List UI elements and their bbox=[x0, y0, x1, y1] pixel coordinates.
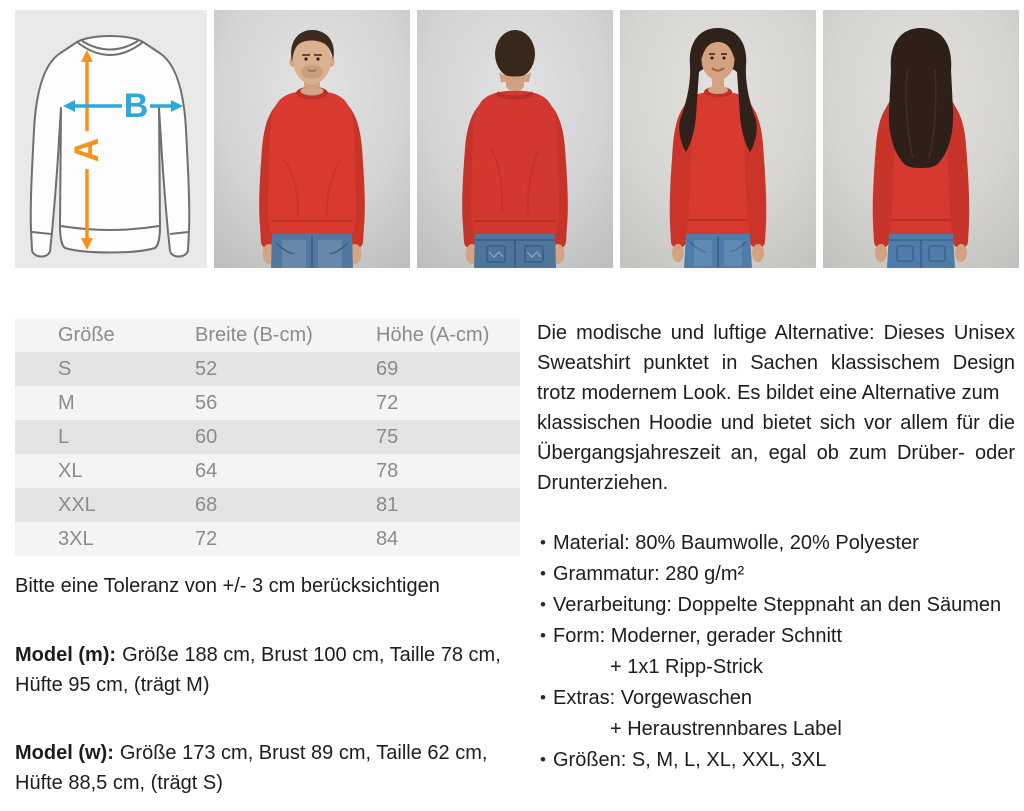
model-w-text: Größe 173 cm, Brust 89 cm, Taille 62 cm, Hüfte 88,5 cm, (trägt S) bbox=[15, 742, 488, 794]
cell-hoehe: 81 bbox=[376, 493, 399, 516]
size-table bbox=[15, 318, 520, 556]
size-diagram-panel bbox=[15, 10, 207, 268]
list-item: • Größen: S, M, L, XL, XXL, 3XL bbox=[537, 745, 1015, 776]
photo-woman-front bbox=[620, 10, 816, 268]
cell-size: M bbox=[58, 391, 75, 414]
cell-breite: 52 bbox=[195, 357, 218, 380]
stubble bbox=[301, 65, 323, 79]
label-a: A bbox=[68, 137, 106, 163]
cell-hoehe: 78 bbox=[376, 459, 399, 482]
photo-woman-back bbox=[823, 10, 1019, 268]
size-diagram bbox=[15, 10, 207, 268]
table-row bbox=[15, 420, 520, 454]
col-header-breite: Breite (B-cm) bbox=[195, 323, 313, 346]
cell-breite: 64 bbox=[195, 459, 218, 482]
woman-front-photo bbox=[620, 10, 816, 268]
cell-breite: 68 bbox=[195, 493, 218, 516]
table-header-row bbox=[15, 318, 520, 352]
cell-size: 3XL bbox=[58, 527, 94, 550]
man-front-photo bbox=[214, 10, 410, 268]
description-part-1: Die modische und luftige Alternative: Dieses Unisex Sweatshirt punktet in Sachen klassischem Design trotz modernem Look. Es bildet eine Alternative zum bbox=[537, 322, 1015, 404]
list-item: • Extras: Vorgewaschen bbox=[537, 683, 1015, 714]
model-m-label: Model (m): bbox=[15, 644, 117, 666]
man-back-photo bbox=[417, 10, 613, 268]
model-w-label: Model (w): bbox=[15, 742, 114, 764]
list-item-continuation: + Heraustrennbares Label bbox=[610, 718, 842, 740]
table-row bbox=[15, 522, 520, 556]
cell-size: S bbox=[58, 357, 72, 380]
cell-breite: 72 bbox=[195, 527, 218, 550]
list-item: • Verarbeitung: Doppelte Steppnaht an den Säumen bbox=[537, 590, 1015, 621]
cell-hoehe: 75 bbox=[376, 425, 399, 448]
table-row bbox=[15, 386, 520, 420]
sweatshirt-body bbox=[268, 91, 356, 235]
size-chart-column bbox=[15, 318, 520, 798]
right-hand bbox=[955, 244, 967, 262]
product-image-strip bbox=[0, 0, 1024, 268]
table-row bbox=[15, 352, 520, 386]
cell-size: L bbox=[58, 425, 70, 448]
cell-breite: 60 bbox=[195, 425, 218, 448]
model-m-info bbox=[15, 640, 520, 700]
col-header-hoehe: Höhe (A-cm) bbox=[376, 323, 490, 346]
left-hand bbox=[875, 244, 887, 262]
list-item: • Material: 80% Baumwolle, 20% Polyester bbox=[537, 528, 1015, 559]
description-part-2: klassischen Hoodie und bietet sich vor allem für die Übergangsjahreszeit an, egal ob zum Drüber- oder Drunterziehen. bbox=[537, 412, 1015, 494]
cell-hoehe: 69 bbox=[376, 357, 399, 380]
tolerance-note: Bitte eine Toleranz von +/- 3 cm berücksichtigen bbox=[15, 575, 440, 597]
left-hand bbox=[672, 244, 684, 262]
woman-back-photo bbox=[823, 10, 1019, 268]
hair-back bbox=[889, 28, 953, 168]
cell-size: XXL bbox=[58, 493, 96, 516]
list-item: • Form: Moderner, gerader Schnitt bbox=[537, 621, 1015, 652]
model-m-text: Größe 188 cm, Brust 100 cm, Taille 78 cm, Hüfte 95 cm, (trägt M) bbox=[15, 644, 501, 696]
cell-hoehe: 84 bbox=[376, 527, 399, 550]
list-item-continuation: + 1x1 Ripp-Strick bbox=[610, 656, 763, 678]
table-row bbox=[15, 488, 520, 522]
product-info-section bbox=[0, 318, 1024, 798]
cell-breite: 56 bbox=[195, 391, 218, 414]
description-column bbox=[537, 318, 1015, 776]
photo-man-front bbox=[214, 10, 410, 268]
product-description bbox=[537, 318, 1015, 498]
list-item: • Grammatur: 280 g/m² bbox=[537, 559, 1015, 590]
cell-size: XL bbox=[58, 459, 83, 482]
cell-hoehe: 72 bbox=[376, 391, 399, 414]
photo-man-back bbox=[417, 10, 613, 268]
label-b: B bbox=[123, 87, 149, 125]
col-header-groesse: Größe bbox=[58, 323, 115, 346]
feature-list bbox=[537, 528, 1015, 776]
hair-back bbox=[495, 30, 535, 78]
right-hand bbox=[752, 244, 764, 262]
model-w-info bbox=[15, 738, 520, 798]
sweatshirt-body bbox=[471, 91, 559, 235]
table-row bbox=[15, 454, 520, 488]
